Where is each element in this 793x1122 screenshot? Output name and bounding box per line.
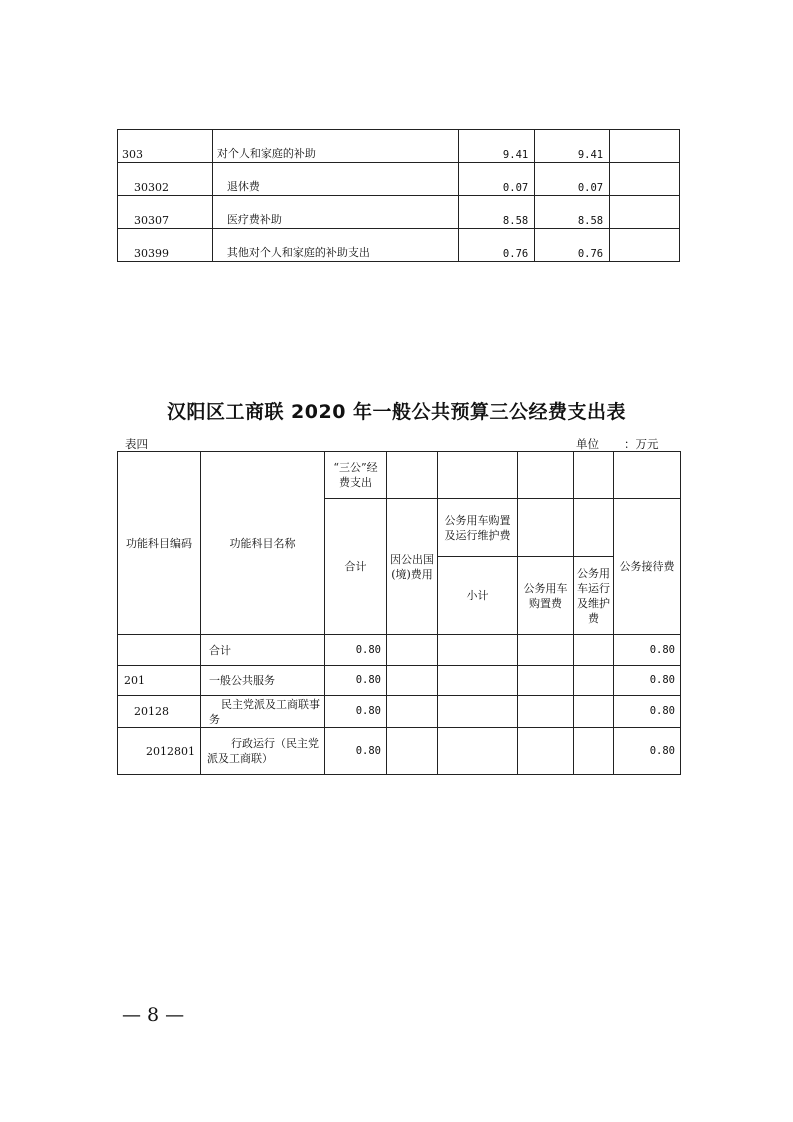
name-cell: 其他对个人和家庭的补助支出 [212, 229, 458, 262]
name-cell: 退休费 [212, 163, 458, 196]
value-cell: 0.07 [459, 163, 535, 196]
value-cell: 8.58 [459, 196, 535, 229]
code-cell: 201 [118, 666, 201, 696]
code-cell [118, 635, 201, 666]
value-cell: 9.41 [535, 130, 610, 163]
name-cell: 医疗费补助 [212, 196, 458, 229]
expenditure-table-continued [117, 129, 680, 262]
reception-cell: 0.80 [614, 635, 681, 666]
value-cell [610, 130, 680, 163]
name-cell: 一般公共服务 [201, 666, 325, 696]
code-cell: 30307 [118, 196, 213, 229]
total-cell: 0.80 [325, 696, 387, 728]
value-cell: 8.58 [535, 196, 610, 229]
table-title: 汉阳区工商联 2020 年一般公共预算三公经费支出表 [166, 401, 627, 423]
page-number: — 8 — [122, 1004, 185, 1026]
reception-cell: 0.80 [614, 696, 681, 728]
table-row [118, 696, 681, 728]
table-label: 表四 [125, 437, 148, 451]
value-cell: 0.07 [535, 163, 610, 196]
header-vehicle: 公务用车购置及运行维护费 [438, 499, 518, 557]
name-cell: 民主党派及工商联事务 [201, 696, 325, 728]
header-abroad: 因公出国(境)费用 [387, 499, 438, 635]
code-cell: 20128 [118, 696, 201, 728]
total-cell: 0.80 [325, 666, 387, 696]
value-cell [610, 163, 680, 196]
header-three-public: “三公”经费支出 [325, 452, 387, 499]
value-cell [610, 229, 680, 262]
unit-value: ：万元 [624, 437, 659, 451]
name-cell: 行政运行（民主党派及工商联） [201, 728, 325, 775]
table-row [118, 728, 681, 775]
header-total: 合计 [325, 499, 387, 635]
table-row [118, 130, 680, 163]
table-row [118, 635, 681, 666]
name-cell: 对个人和家庭的补助 [212, 130, 458, 163]
table-row [118, 163, 680, 196]
unit-label: 单位 [576, 437, 599, 451]
value-cell [610, 196, 680, 229]
header-reception: 公务接待费 [614, 499, 681, 635]
table-row [118, 229, 680, 262]
table-row [118, 196, 680, 229]
value-cell: 0.76 [459, 229, 535, 262]
value-cell: 9.41 [459, 130, 535, 163]
header-purchase: 公务用车购置费 [518, 557, 574, 635]
code-cell: 303 [118, 130, 213, 163]
name-cell: 合计 [201, 635, 325, 666]
code-cell: 2012801 [118, 728, 201, 775]
reception-cell: 0.80 [614, 666, 681, 696]
total-cell: 0.80 [325, 635, 387, 666]
header-subtotal: 小计 [438, 557, 518, 635]
header-name: 功能科目名称 [201, 452, 325, 635]
three-public-expenditure-table [117, 451, 681, 775]
code-cell: 30302 [118, 163, 213, 196]
header-operation: 公务用车运行及维护费 [574, 557, 614, 635]
table-row [118, 666, 681, 696]
reception-cell: 0.80 [614, 728, 681, 775]
header-code: 功能科目编码 [118, 452, 201, 635]
value-cell: 0.76 [535, 229, 610, 262]
total-cell: 0.80 [325, 728, 387, 775]
code-cell: 30399 [118, 229, 213, 262]
